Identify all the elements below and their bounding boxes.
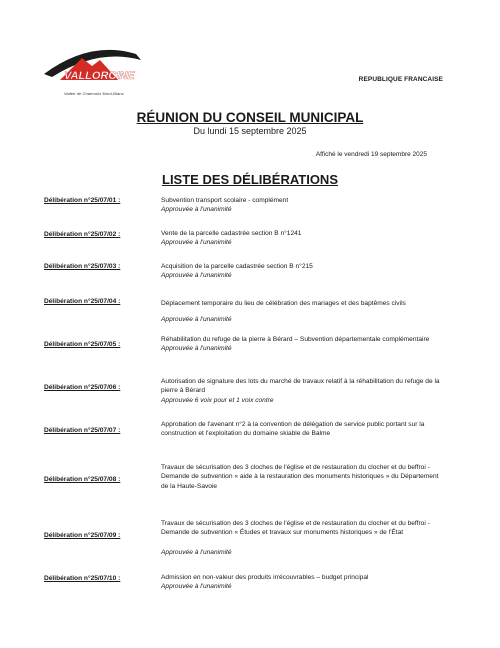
deliberation-status: Approuvée à l'unanimité — [161, 316, 232, 324]
deliberation-text: Admission en non-valeur des produits irrécouvrables – budget principal — [161, 574, 369, 581]
deliberation-description — [161, 377, 443, 405]
deliberation-description — [161, 196, 443, 215]
deliberation-description — [161, 229, 443, 248]
republic-label: REPUBLIQUE FRANCAISE — [358, 76, 443, 83]
deliberation-description — [161, 262, 443, 281]
deliberation-status: Approuvée 6 voix pour et 1 voix contre — [161, 396, 274, 404]
posted-date: Affiché le vendredi 19 septembre 2025 — [315, 151, 427, 158]
deliberation-text: Déplacement temporaire du lieu de célébration des mariages et des baptêmes civils — [161, 300, 406, 307]
deliberation-ref: Délibération n°25/07/05 : — [44, 341, 121, 348]
list-title: LISTE DES DÉLIBÉRATIONS — [162, 172, 338, 187]
deliberation-text: Approbation de l'avenant n°2 à la convention de délégation de service public portant sur la construction et l'exploitation du domaine skiable de Balme — [161, 421, 425, 438]
deliberation-ref: Délibération n°25/07/06 : — [44, 384, 121, 391]
deliberation-description — [161, 420, 443, 439]
deliberation-ref: Délibération n°25/07/08 : — [44, 476, 121, 483]
deliberation-ref: Délibération n°25/07/07 : — [44, 427, 121, 434]
deliberation-text: Autorisation de signature des lots du marché de travaux relatif à la réhabilitation du refuge de la pierre à Bérard — [161, 378, 440, 395]
deliberation-text: Acquisition de la parcelle cadastrée section B n°215 — [161, 263, 313, 270]
deliberation-status: Approuvée à l'unanimité — [161, 239, 232, 247]
deliberation-text: Réhabilitation du refuge de la pierre à Bérard – Subvention départementale complémentaire — [161, 336, 430, 343]
deliberation-ref: Délibération n°25/07/09 : — [44, 532, 121, 539]
deliberation-description — [161, 573, 443, 592]
page-title: RÉUNION DU CONSEIL MUNICIPAL — [136, 110, 364, 125]
deliberation-ref: Délibération n°25/07/10 : — [44, 575, 121, 582]
deliberation-description — [161, 296, 443, 329]
deliberation-ref: Délibération n°25/07/03 : — [44, 263, 121, 270]
deliberation-description — [161, 463, 443, 491]
deliberation-text: Subvention transport scolaire - complément — [161, 197, 289, 204]
deliberation-text: Vente de la parcelle cadastrée section B n°1241 — [161, 230, 302, 237]
deliberation-status: Approuvée à l'unanimité — [161, 548, 232, 556]
logo-wordmark: VALLORCINE — [64, 70, 135, 82]
deliberation-ref: Délibération n°25/07/04 : — [44, 298, 121, 305]
deliberation-description — [161, 335, 443, 354]
deliberation-text: Travaux de sécurisation des 3 cloches de l'église et de restauration du clocher et du beffroi - Demande de subvention « Études et travaux sur monuments historiques » de l'État — [161, 520, 430, 537]
deliberation-status: Approuvée à l'unanimité — [161, 583, 232, 591]
deliberation-ref: Délibération n°25/07/01 : — [44, 197, 121, 204]
deliberation-description — [161, 519, 443, 557]
deliberation-status: Approuvée à l'unanimité — [161, 206, 232, 214]
vallorcine-logo — [40, 44, 150, 98]
meeting-date: Du lundi 15 septembre 2025 — [193, 126, 307, 136]
deliberation-status: Approuvée à l'unanimité — [161, 345, 232, 353]
deliberation-ref: Délibération n°25/07/02 : — [44, 231, 121, 238]
deliberation-status: Approuvée à l'unanimité — [161, 272, 232, 280]
logo-subtitle: Vallée de Chamonix Mont-Blanc — [64, 91, 124, 96]
deliberation-text: Travaux de sécurisation des 3 cloches de l'église et de restauration du clocher et du beffroi - Demande de subvention « aide à la restauration des monuments historiques » du Département de la Haute-Savoie — [161, 464, 439, 490]
